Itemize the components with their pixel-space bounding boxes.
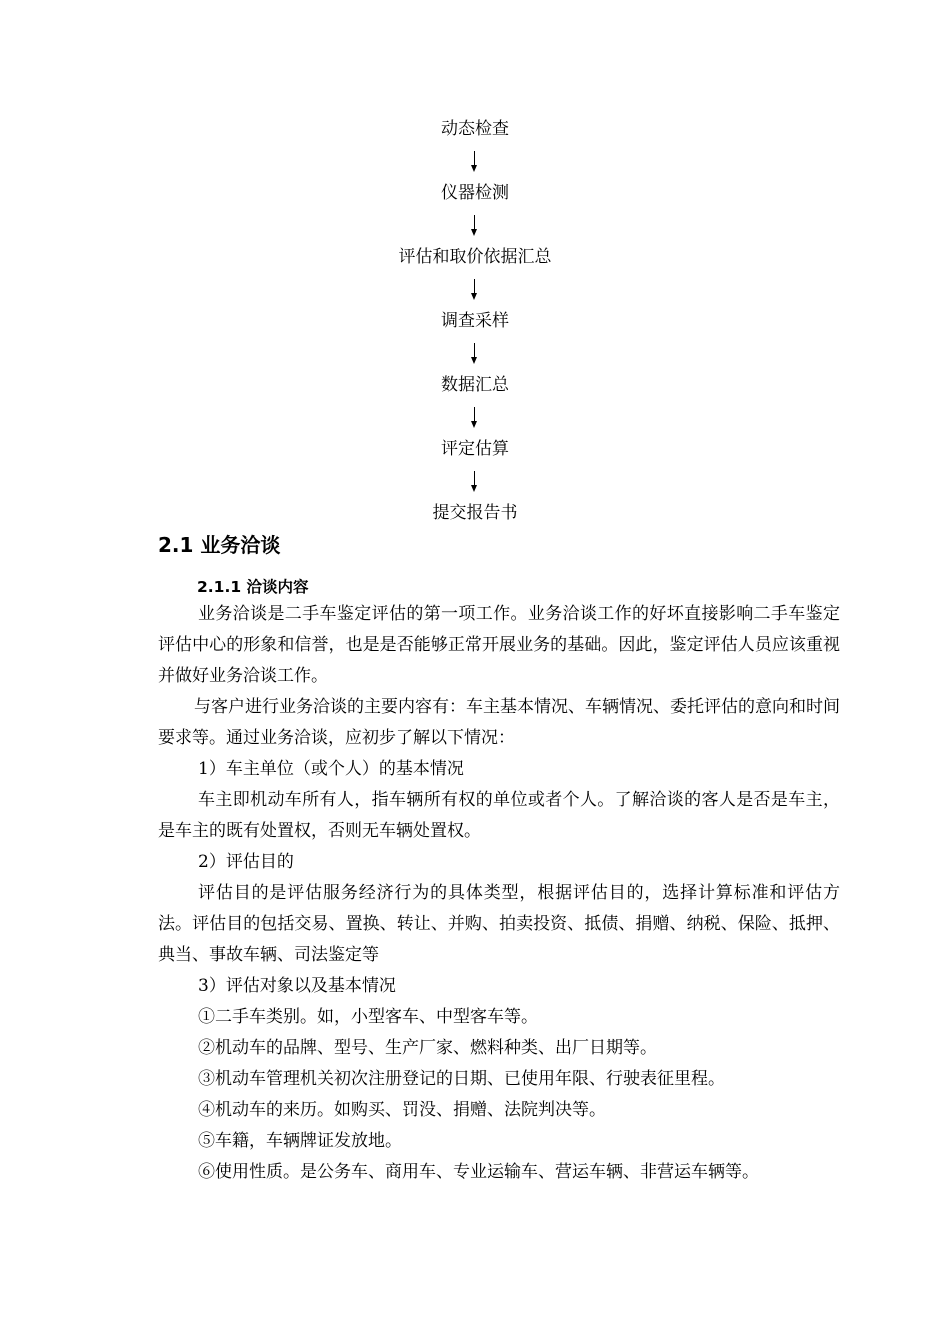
flow-chart bbox=[0, 113, 950, 529]
subsection-heading: 2.1.1 洽谈内容 bbox=[197, 578, 309, 596]
list-item: ⑥使用性质。是公务车、商用车、专业运输车、营运车辆、非营运车辆等。 bbox=[198, 1162, 759, 1182]
flow-step: 动态检查 bbox=[441, 119, 509, 139]
down-arrow-icon bbox=[470, 465, 480, 497]
paragraph: 业务洽谈是二手车鉴定评估的第一项工作。业务洽谈工作的好坏直接影响二手车鉴定评估中心的形象和信誉，也是是否能够正常开展业务的基础。因此，鉴定评估人员应该重视并做好业务洽谈工作。 bbox=[158, 604, 840, 686]
list-item: ⑤车籍，车辆牌证发放地。 bbox=[198, 1131, 402, 1151]
list-item: ③机动车管理机关初次注册登记的日期、已使用年限、行驶表征里程。 bbox=[198, 1069, 725, 1089]
flow-step: 数据汇总 bbox=[441, 375, 509, 395]
down-arrow-icon bbox=[470, 145, 480, 177]
down-arrow-icon bbox=[470, 337, 480, 369]
paragraph: 车主即机动车所有人，指车辆所有权的单位或者个人。了解洽谈的客人是否是车主，是车主的既有处置权，否则无车辆处置权。 bbox=[158, 790, 840, 841]
flow-step: 评估和取价依据汇总 bbox=[398, 247, 552, 267]
paragraph: 与客户进行业务洽谈的主要内容有：车主基本情况、车辆情况、委托评估的意向和时间要求等。通过业务洽谈，应初步了解以下情况： bbox=[158, 697, 840, 748]
flow-step: 评定估算 bbox=[441, 439, 509, 459]
down-arrow-icon bbox=[470, 401, 480, 433]
list-item: ④机动车的来历。如购买、罚没、捐赠、法院判决等。 bbox=[198, 1100, 606, 1120]
list-heading: 2）评估目的 bbox=[198, 852, 294, 872]
paragraph: 评估目的是评估服务经济行为的具体类型，根据评估目的，选择计算标准和评估方法。评估目的包括交易、置换、转让、并购、拍卖投资、抵债、捐赠、纳税、保险、抵押、典当、事故车辆、司法鉴定等 bbox=[158, 883, 840, 965]
down-arrow-icon bbox=[470, 209, 480, 241]
body-text bbox=[158, 599, 840, 1188]
list-item: ②机动车的品牌、型号、生产厂家、燃料种类、出厂日期等。 bbox=[198, 1038, 657, 1058]
down-arrow-icon bbox=[470, 273, 480, 305]
section-heading: 2.1 业务洽谈 bbox=[158, 533, 281, 557]
flow-step: 提交报告书 bbox=[432, 503, 518, 523]
list-heading: 1）车主单位（或个人）的基本情况 bbox=[198, 759, 464, 779]
flow-step: 仪器检测 bbox=[441, 183, 509, 203]
flow-step: 调查采样 bbox=[441, 311, 509, 331]
list-item: ①二手车类别。如，小型客车、中型客车等。 bbox=[198, 1007, 538, 1027]
list-heading: 3）评估对象以及基本情况 bbox=[198, 976, 396, 996]
